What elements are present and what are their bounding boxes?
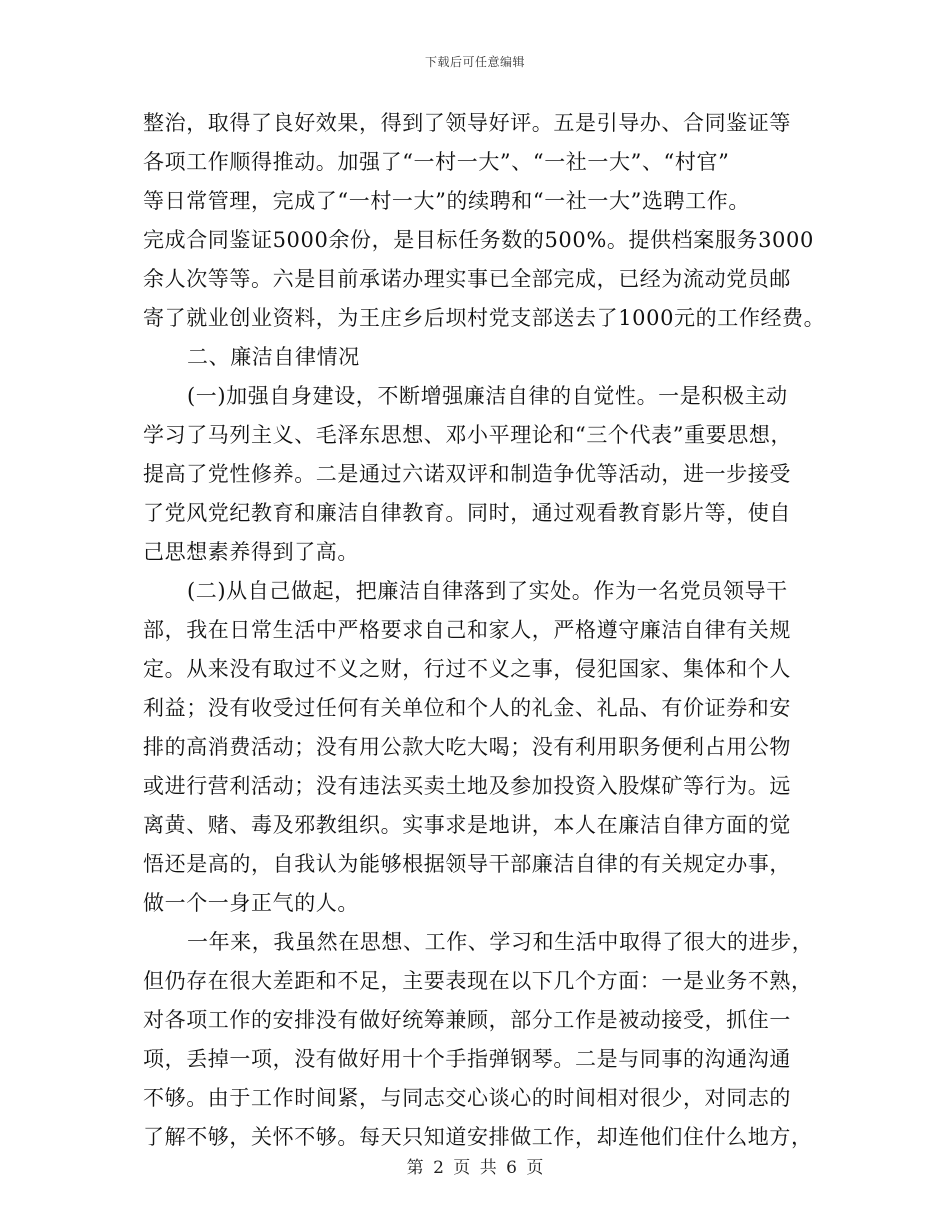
text-line: 提高了党性修养。二是通过六诺双评和制造争优等活动，进一步接受 (143, 462, 791, 486)
text-line: 了解不够，关怀不够。每天只知道安排做工作，却连他们住什么地方， (143, 1125, 813, 1149)
text-line: (一)加强自身建设，不断增强廉洁自律的自觉性。一是积极主动 (187, 384, 788, 408)
text-line: 整治，取得了良好效果，得到了领导好评。五是引导办、合同鉴证等 (143, 111, 791, 135)
text-line: 对各项工作的安排没有做好统筹兼顾，部分工作是被动接受，抓住一 (143, 1008, 791, 1032)
text-line: 了党风党纪教育和廉洁自律教育。同时，通过观看教育影片等，使自 (143, 501, 791, 525)
text-line: 寄了就业创业资料，为王庄乡后坝村党支部送去了1000元的工作经费。 (143, 306, 826, 330)
page-number: 第 2 页 共 6 页 (406, 1158, 544, 1178)
text-line: 定。从来没有取过不义之财，行过不义之事，侵犯国家、集体和个人 (143, 657, 791, 681)
text-line: 但仍存在很大差距和不足，主要表现在以下几个方面：一是业务不熟， (143, 969, 813, 993)
page-header: 下载后可任意编辑 (424, 55, 525, 69)
text-line: 项，丢掉一项，没有做好用十个手指弹钢琴。二是与同事的沟通沟通 (143, 1047, 791, 1071)
text-line: 不够。由于工作时间紧，与同志交心谈心的时间相对很少，对同志的 (143, 1086, 791, 1110)
text-line: 或进行营利活动；没有违法买卖土地及参加投资入股煤矿等行为。远 (143, 774, 791, 798)
text-line: 排的高消费活动；没有用公款大吃大喝；没有利用职务便利占用公物 (143, 735, 791, 759)
text-line: 完成合同鉴证5000余份，是目标任务数的500%。提供档案服务3000 (143, 228, 814, 252)
text-line: 做一个一身正气的人。 (143, 891, 359, 915)
text-line: 各项工作顺得推动。加强了“一村一大”、“一社一大”、“村官” (143, 150, 730, 174)
text-line: 一年来，我虽然在思想、工作、学习和生活中取得了很大的进步， (187, 930, 814, 954)
text-line: 悟还是高的，自我认为能够根据领导干部廉洁自律的有关规定办事， (143, 852, 791, 876)
text-line: 离黄、赌、毒及邪教组织。实事求是地讲，本人在廉洁自律方面的觉 (143, 813, 791, 837)
text-line: 学习了马列主义、毛泽东思想、邓小平理论和“三个代表”重要思想， (143, 423, 793, 447)
text-line: 等日常管理，完成了“一村一大”的续聘和“一社一大”选聘工作。 (143, 189, 750, 213)
text-line: 己思想素养得到了高。 (143, 540, 359, 564)
document-body (143, 104, 826, 1157)
text-line: 余人次等等。六是目前承诺办理实事已全部完成，已经为流动党员邮 (143, 267, 791, 291)
text-line: 部，我在日常生活中严格要求自己和家人，严格遵守廉洁自律有关规 (143, 618, 791, 642)
section-heading: 二、廉洁自律情况 (187, 345, 360, 369)
text-line: (二)从自己做起，把廉洁自律落到了实处。作为一名党员领导干 (187, 579, 788, 603)
text-line: 利益；没有收受过任何有关单位和个人的礼金、礼品、有价证券和安 (143, 696, 791, 720)
